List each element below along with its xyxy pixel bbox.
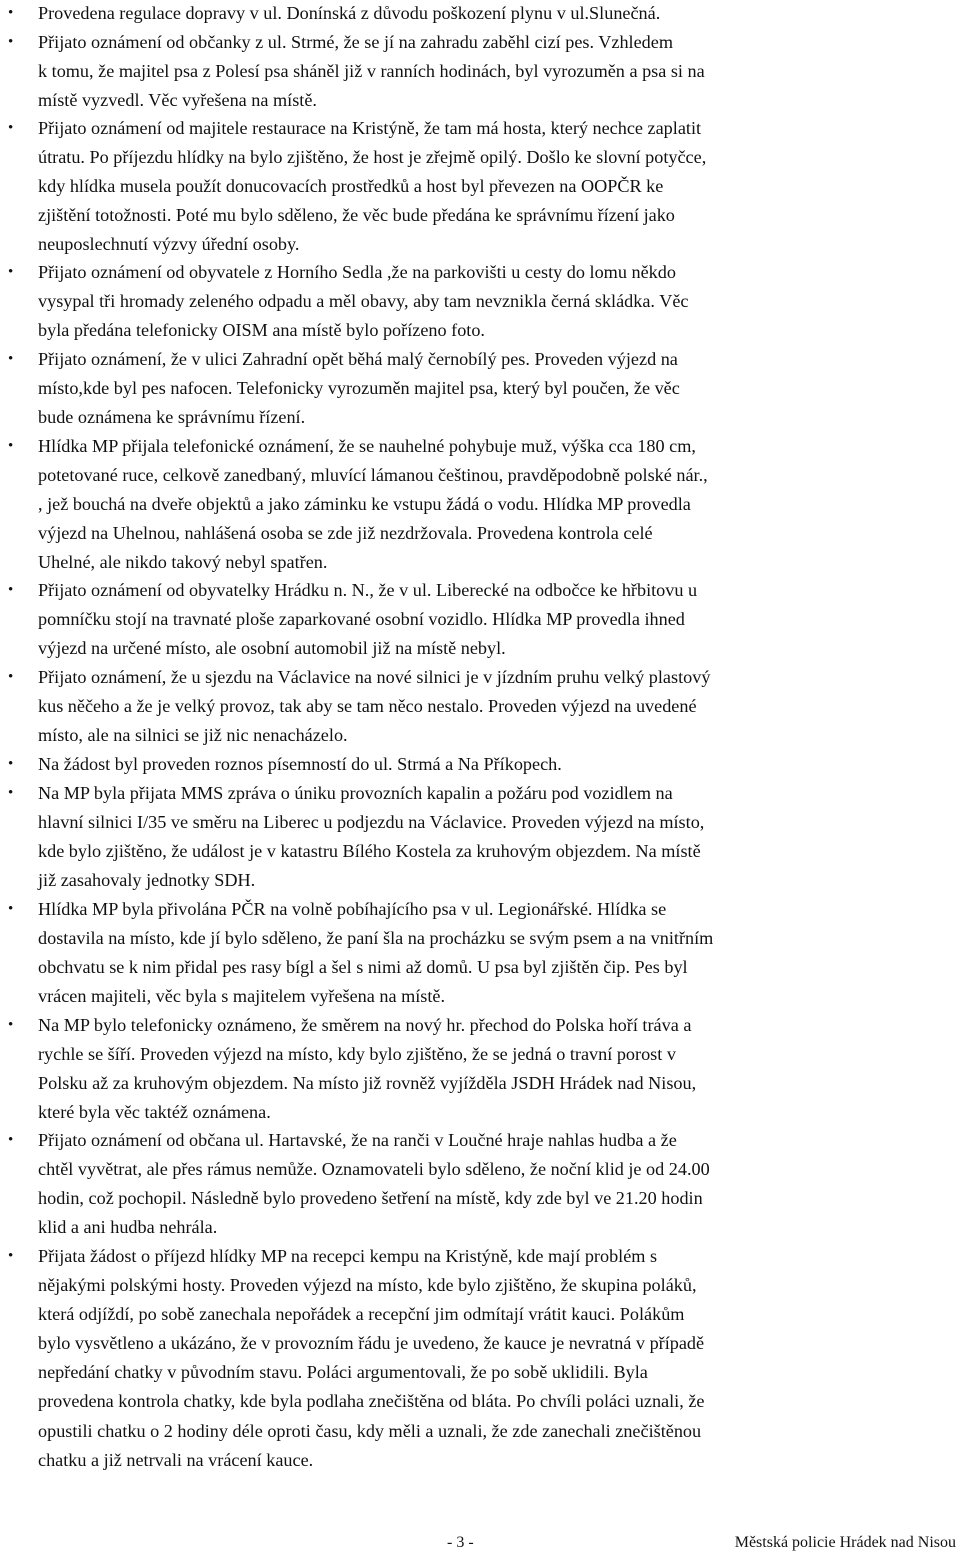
bullet-icon: •: [8, 785, 14, 801]
list-item: • Provedena regulace dopravy v ul. Donínská z důvodu poškození plynu v ul.Slunečná.: [38, 0, 958, 28]
bullet-icon: •: [8, 1132, 14, 1148]
list-item: • Přijato oznámení od obyvatelky Hrádku n. N., že v ul. Liberecké na odbočce ke hřbitovu u pomníčku stojí na travnaté ploše zaparkované osobní vozidlo. Hlídka MP provedla ihned výjezd na určené místo, ale osobní automobil již na místě nebyl.: [38, 576, 958, 663]
list-item: • Hlídka MP byla přivolána PČR na volně pobíhajícího psa v ul. Legionářské. Hlídka se dostavila na místo, kde jí bylo sděleno, že paní šla na procházku se svým psem a na vnitřním obchvatu se k nim přidal pes rasy bígl a šel s nimi až domů. U psa byl zjištěn čip. Pes byl vrácen majiteli, věc byla s majitelem vyřešena na místě.: [38, 895, 958, 1011]
list-item: • Hlídka MP přijala telefonické oznámení, že se nauhelné pohybuje muž, výška cca 180 cm, potetované ruce, celkově zanedbaný, mluvící lámanou češtinou, pravděpodobně polské nár., , jež bouchá na dveře objektů a jako záminku ke vstupu žádá o vodu. Hlídka MP provedla výjezd na Uhelnou, nahlášená osoba se zde již nezdržovala. Provedena kontrola celé Uhelné, ale nikdo takový nebyl spatřen.: [38, 432, 958, 577]
list-item: • Na MP bylo telefonicky oznámeno, že směrem na nový hr. přechod do Polska hoří tráva a rychle se šíří. Proveden výjezd na místo, kdy bylo zjištěno, že se jedná o travní porost v Polsku až za kruhovým objezdem. Na místo již rovněž vyjížděla JSDH Hrádek nad Nisou, které byla věc taktéž oznámena.: [38, 1011, 958, 1127]
footer-organization: Městská policie Hrádek nad Nisou: [734, 1534, 956, 1551]
list-item: • Přijato oznámení od obyvatele z Horního Sedla ,že na parkovišti u cesty do lomu někdo vysypal tři hromady zeleného odpadu a měl obavy, aby tam nevznikla černá skládka. Věc byla předána telefonicky OISM ana místě bylo pořízeno foto.: [38, 258, 958, 345]
list-item: • Na MP byla přijata MMS zpráva o úniku provozních kapalin a požáru pod vozidlem na hlavní silnici I/35 ve směru na Liberec u podjezdu na Václavice. Proveden výjezd na místo, kde bylo zjištěno, že událost je v katastru Bílého Kostela za kruhovým objezdem. Na místě již zasahovaly jednotky SDH.: [38, 779, 958, 895]
bullet-icon: •: [8, 5, 14, 21]
list-item: • Přijato oznámení, že u sjezdu na Václavice na nové silnici je v jízdním pruhu velký plastový kus něčeho a že je velký provoz, tak aby se tam něco nestalo. Proveden výjezd na uvedené místo, ale na silnici se již nic nenacházelo.: [38, 663, 958, 750]
bullet-icon: •: [8, 120, 14, 136]
bullet-icon: •: [8, 582, 14, 598]
bullet-icon: •: [8, 438, 14, 454]
bullet-icon: •: [8, 1248, 14, 1264]
list-item: • Přijata žádost o příjezd hlídky MP na recepci kempu na Kristýně, kde mají problém s nějakými polskými hosty. Proveden výjezd na místo, kde bylo zjištěno, že skupina poláků, která odjíždí, po sobě zanechala nepořádek a recepční jim odmítají vrátit kauci. Polákům bylo vysvětleno a ukázáno, že v provozním řádu je uvedeno, že kauce je nevratná v případě nepředání chatky v původním stavu. Poláci argumentovali, že po sobě uklidili. Byla provedena kontrola chatky, kde byla podlaha znečištěna od bláta. Po chvíli poláci uznali, že opustili chatku o 2 hodiny déle oproti času, kdy měli a uznali, že zde zanechali znečištěnou chatku a již netrvali na vrácení kauce.: [38, 1242, 958, 1475]
bullet-icon: •: [8, 901, 14, 917]
bullet-icon: •: [8, 669, 14, 685]
list-item: • Přijato oznámení, že v ulici Zahradní opět běhá malý černobílý pes. Proveden výjezd na místo,kde byl pes nafocen. Telefonicky vyrozuměn majitel psa, který byl poučen, že věc bude oznámena ke správnímu řízení.: [38, 345, 958, 432]
page-number: - 3 -: [447, 1534, 474, 1551]
list-item: • Přijato oznámení od občanky z ul. Strmé, že se jí na zahradu zaběhl cizí pes. Vzhledem k tomu, že majitel psa z Polesí psa sháněl již v ranních hodinách, byl vyrozuměn a psa si na místě vyzvedl. Věc vyřešena na místě.: [38, 28, 958, 115]
list-item: • Na žádost byl proveden roznos písemností do ul. Strmá a Na Příkopech.: [38, 750, 958, 779]
list-item: • Přijato oznámení od majitele restaurace na Kristýně, že tam má hosta, který nechce zaplatit útratu. Po příjezdu hlídky na bylo zjištěno, že host je zřejmě opilý. Došlo ke slovní potyčce, kdy hlídka musela použít donucovacích prostředků a host byl převezen na OOPČR ke zjištění totožnosti. Poté mu bylo sděleno, že věc bude předána ke správnímu řízení jako neuposlechnutí výzvy úřední osoby.: [38, 114, 958, 259]
bullet-icon: •: [8, 34, 14, 50]
bullet-icon: •: [8, 264, 14, 280]
bullet-icon: •: [8, 1017, 14, 1033]
bullet-icon: •: [8, 351, 14, 367]
bullet-icon: •: [8, 756, 14, 772]
list-item: • Přijato oznámení od občana ul. Hartavské, že na ranči v Loučné hraje nahlas hudba a že chtěl vyvětrat, ale přes rámus nemůže. Oznamovateli bylo sděleno, že noční klid je od 24.00 hodin, což pochopil. Následně bylo provedeno šetření na místě, kdy zde byl ve 21.20 hodin klid a ani hudba nehrála.: [38, 1126, 958, 1242]
